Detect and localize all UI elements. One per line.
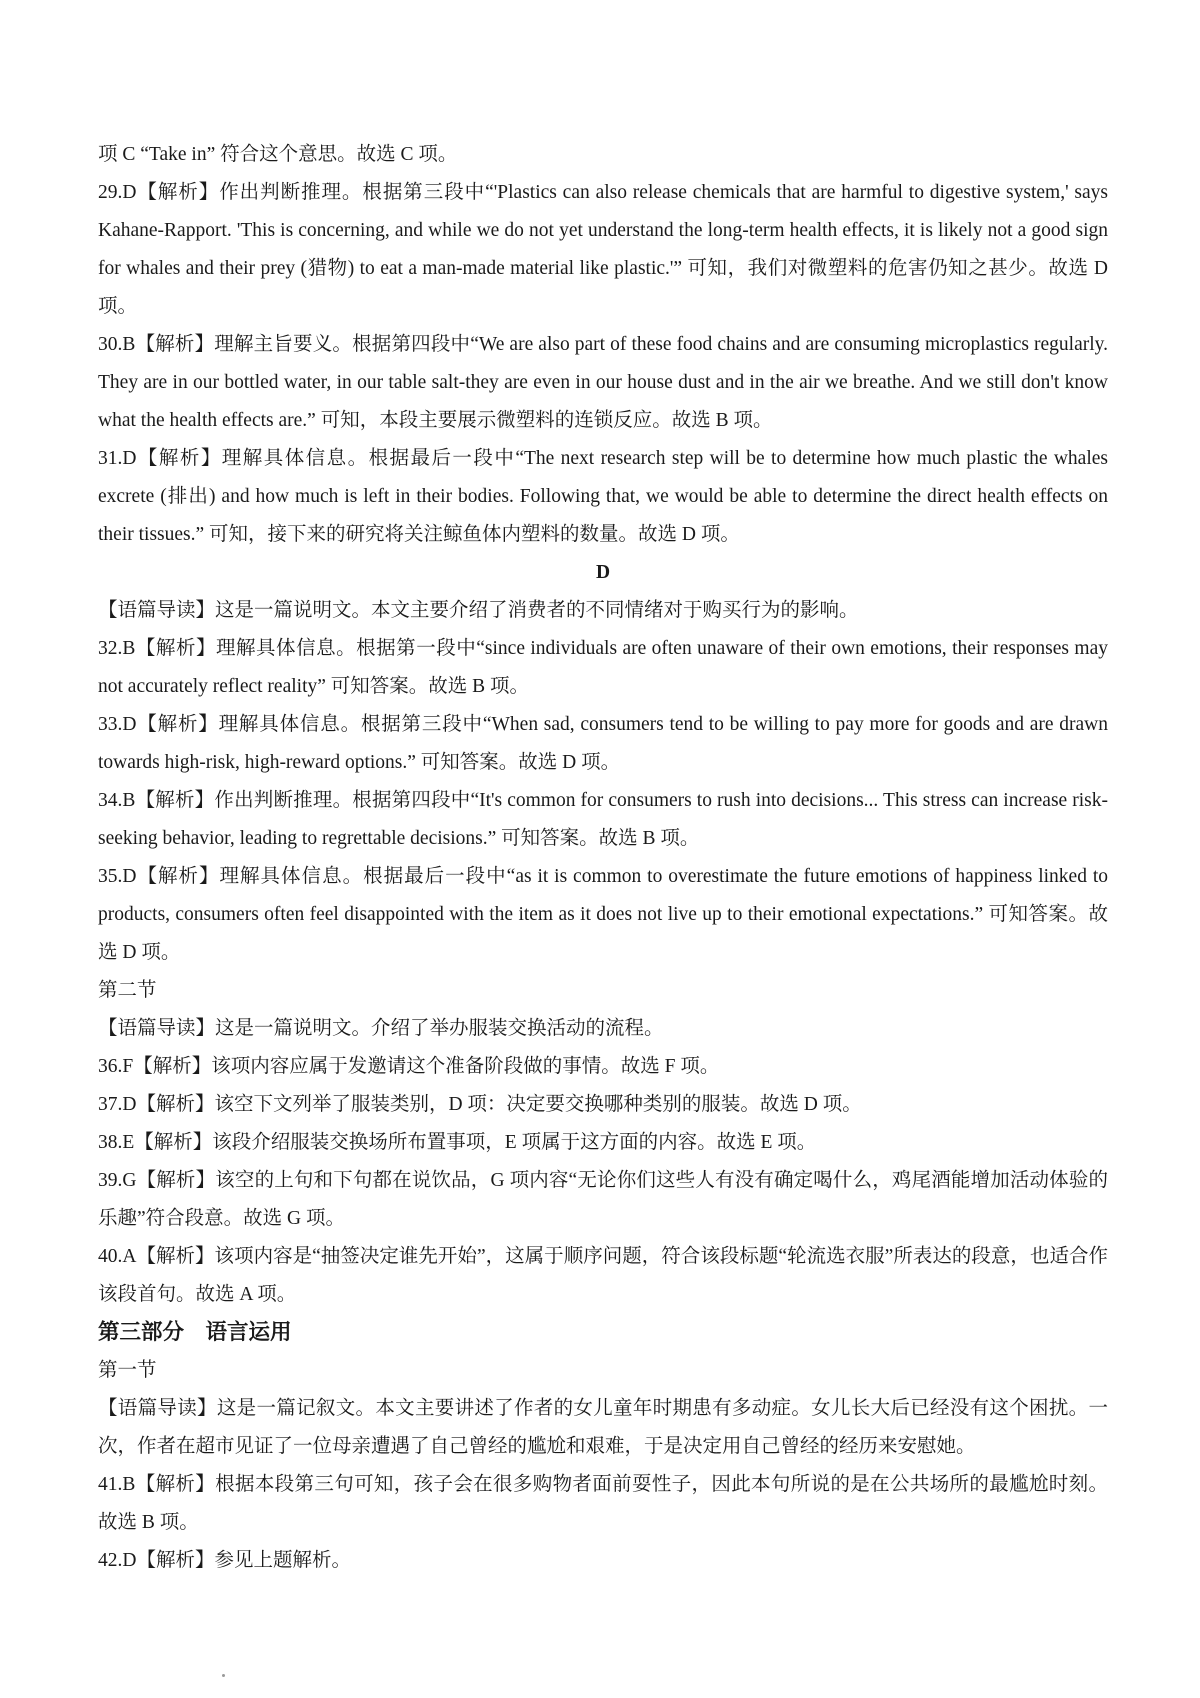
answer-35: 35.D【解析】理解具体信息。根据最后一段中“as it is common to overestimate the future emotions of happiness linked to products, consumers often feel disappointed with the item as it does not live up to their emotional expectations.” 可知答案。故选 D 项。	[98, 866, 1108, 963]
passage-d-intro: 【语篇导读】这是一篇说明文。本文主要介绍了消费者的不同情绪对于购买行为的影响。	[98, 600, 859, 621]
answer-29: 29.D【解析】作出判断推理。根据第三段中“'Plastics can also release chemicals that are harmful to digestive system,' says Kahane-Rapport. 'This is concerning, and while we do not yet understand the long-term health effects, it is likely not a good sign for whales and their prey (猎物) to eat a man-made material like plastic.'” 可知，我们对微塑料的危害仍知之甚少。故选 D 项。	[98, 182, 1108, 317]
answer-32: 32.B【解析】理解具体信息。根据第一段中“since individuals are often unaware of their own emotions, their responses may not accurately reflect reality” 可知答案。故选 B 项。	[98, 638, 1108, 697]
section-2-label: 第二节	[98, 980, 157, 1001]
answer-34: 34.B【解析】作出判断推理。根据第四段中“It's common for consumers to rush into decisions... This stress can increase risk-seeking behavior, leading to regrettable decisions.” 可知答案。故选 B 项。	[98, 790, 1108, 849]
answer-39: 39.G【解析】该空的上句和下句都在说饮品，G 项内容“无论你们这些人有没有确定喝什么，鸡尾酒能增加活动体验的乐趣”符合段意。故选 G 项。	[98, 1170, 1108, 1229]
answer-40: 40.A【解析】该项内容是“抽签决定谁先开始”，这属于顺序问题，符合该段标题“轮流选衣服”所表达的段意，也适合作该段首句。故选 A 项。	[98, 1246, 1108, 1305]
section-d-heading: D	[595, 562, 611, 583]
answer-30: 30.B【解析】理解主旨要义。根据第四段中“We are also part of these food chains and are consuming microplastics regularly. They are in our bottled water, in our table salt-they are even in our house dust and in the air we breathe. And we still don't know what the health effects are.” 可知，本段主要展示微塑料的连锁反应。故选 B 项。	[98, 334, 1108, 431]
answer-38: 38.E【解析】该段介绍服装交换场所布置事项，E 项属于这方面的内容。故选 E 项。	[98, 1132, 817, 1153]
paragraph-28-continuation: 项 C “Take in” 符合这个意思。故选 C 项。	[98, 144, 458, 165]
answer-36: 36.F【解析】该项内容应属于发邀请这个准备阶段做的事情。故选 F 项。	[98, 1056, 720, 1077]
answer-41: 41.B【解析】根据本段第三句可知，孩子会在很多购物者面前耍性子，因此本句所说的是在公共场所的最尴尬时刻。故选 B 项。	[98, 1474, 1108, 1533]
answer-42: 42.D【解析】参见上题解析。	[98, 1550, 351, 1571]
part-3-intro: 【语篇导读】这是一篇记叙文。本文主要讲述了作者的女儿童年时期患有多动症。女儿长大后已经没有这个困扰。一次，作者在超市见证了一位母亲遭遇了自己曾经的尴尬和艰难，于是决定用自己曾经的经历来安慰她。	[98, 1398, 1108, 1457]
answer-33: 33.D【解析】理解具体信息。根据第三段中“When sad, consumers tend to be willing to pay more for goods and are drawn towards high-risk, high-reward options.” 可知答案。故选 D 项。	[98, 714, 1108, 773]
footer-dot	[222, 1674, 225, 1677]
answer-31: 31.D【解析】理解具体信息。根据最后一段中“The next research step will be to determine how much plastic the whales excrete (排出) and how much is left in their bodies. Following that, we would be able to determine the direct health effects on their tissues.” 可知，接下来的研究将关注鲸鱼体内塑料的数量。故选 D 项。	[98, 448, 1108, 545]
section-2-intro: 【语篇导读】这是一篇说明文。介绍了举办服装交换活动的流程。	[98, 1018, 664, 1039]
answer-37: 37.D【解析】该空下文列举了服装类别，D 项：决定要交换哪种类别的服装。故选 D 项。	[98, 1094, 862, 1115]
answer-explanations	[98, 136, 1108, 1580]
part-3-section-1-label: 第一节	[98, 1360, 157, 1381]
part-3-heading: 第三部分 语言运用	[98, 1320, 292, 1345]
